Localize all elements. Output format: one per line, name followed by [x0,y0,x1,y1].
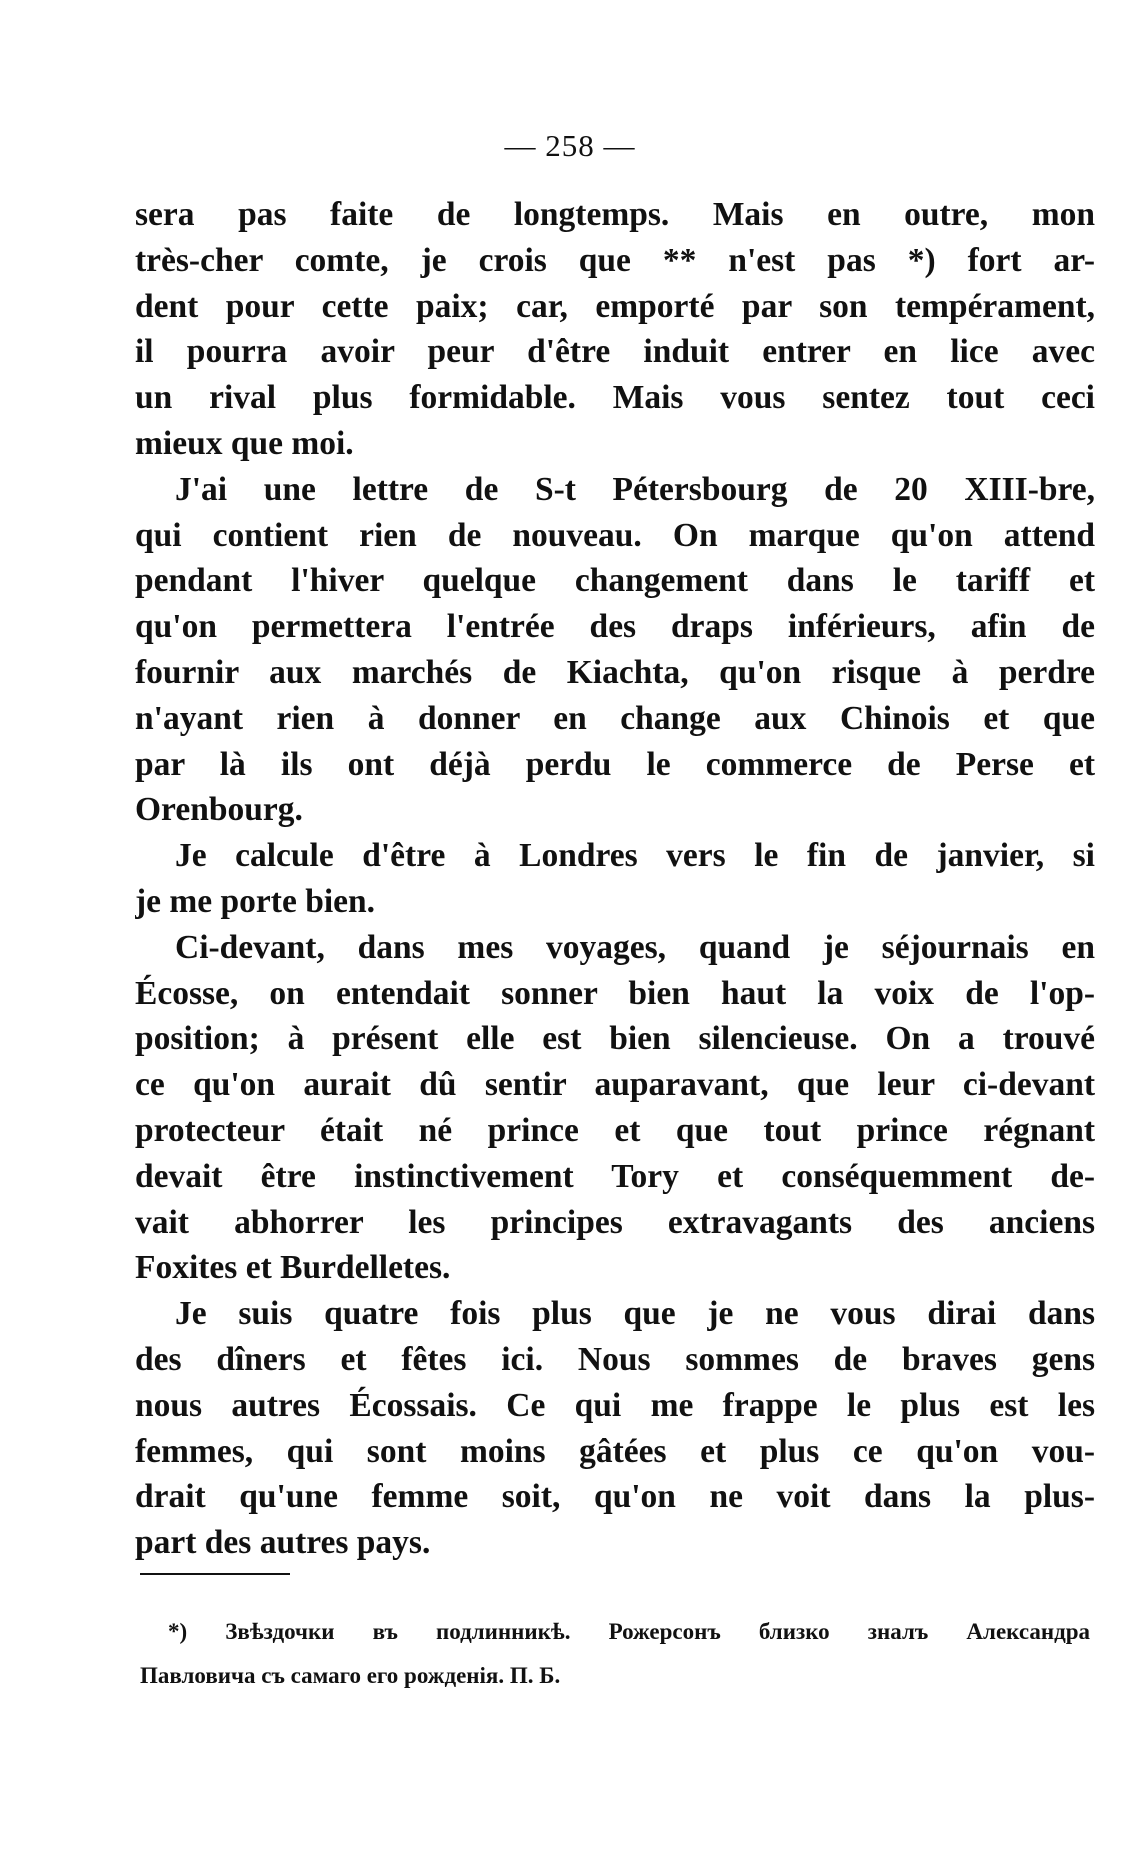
letter-body [135,192,1095,1566]
text-line: nous autres Écossais. Ce qui me frappe le plus est les [135,1386,1095,1424]
text-line: femmes, qui sont moins gâtées et plus ce qu'on vou- [135,1432,1095,1470]
page-number: — 258 — [504,128,636,163]
text-line: par là ils ont déjà perdu le commerce de Perse et [135,745,1095,783]
text-line: très-cher comte, je crois que ** n'est pas *) fort ar- [135,241,1095,279]
text-line: ce qu'on aurait dû sentir auparavant, que leur ci-devant [135,1066,1095,1104]
footnote-divider [140,1573,290,1575]
text-line: part des autres pays. [135,1524,431,1562]
text-line: pendant l'hiver quelque changement dans le tariff et [135,562,1095,600]
text-line: il pourra avoir peur d'être induit entrer en lice avec [135,333,1095,371]
text-line: protecteur était né prince et que tout prince régnant [135,1111,1095,1149]
text-line: vait abhorrer les principes extravagants des anciens [135,1203,1095,1241]
text-line: fournir aux marchés de Kiachta, qu'on risque à perdre [135,653,1095,691]
text-line: drait qu'une femme soit, qu'on ne voit dans la plus- [135,1478,1095,1516]
text-line: J'ai une lettre de S-t Pétersbourg de 20 XIII-bre, [175,470,1095,508]
text-line: Foxites et Burdelletes. [135,1249,451,1287]
text-line: Je suis quatre fois plus que je ne vous dirai dans [175,1295,1095,1333]
footnote-line: Павловича съ самаго его рожденія. П. Б. [140,1663,561,1688]
text-line: dent pour cette paix; car, emporté par son tempérament, [135,287,1095,325]
text-line: un rival plus formidable. Mais vous sentez tout ceci [135,379,1095,417]
text-line: qu'on permettera l'entrée des draps inférieurs, afin de [135,608,1095,646]
text-line: Ci-devant, dans mes voyages, quand je séjournais en [175,928,1095,966]
text-line: Orenbourg. [135,791,303,829]
text-line: Écosse, on entendait sonner bien haut la voix de l'op- [135,974,1095,1012]
text-line: sera pas faite de longtemps. Mais en outre, mon [135,196,1095,233]
text-line: des dîners et fêtes ici. Nous sommes de braves gens [135,1340,1095,1378]
text-line: n'ayant rien à donner en change aux Chinois et que [135,699,1095,737]
footnote [140,1610,1090,1698]
text-line: devait être instinctivement Tory et conséquemment de- [135,1157,1095,1195]
footnote-line: *) Звѣздочки въ подлинникѣ. Рожерсонъ близко зналъ Александра [168,1619,1090,1644]
text-line: je me porte bien. [135,882,376,920]
text-line: Je calcule d'être à Londres vers le fin de janvier, si [175,837,1095,875]
text-line: qui contient rien de nouveau. On marque qu'on attend [135,516,1095,554]
text-line: position; à présent elle est bien silencieuse. On a trouvé [135,1020,1095,1058]
text-line: mieux que moi. [135,424,354,462]
